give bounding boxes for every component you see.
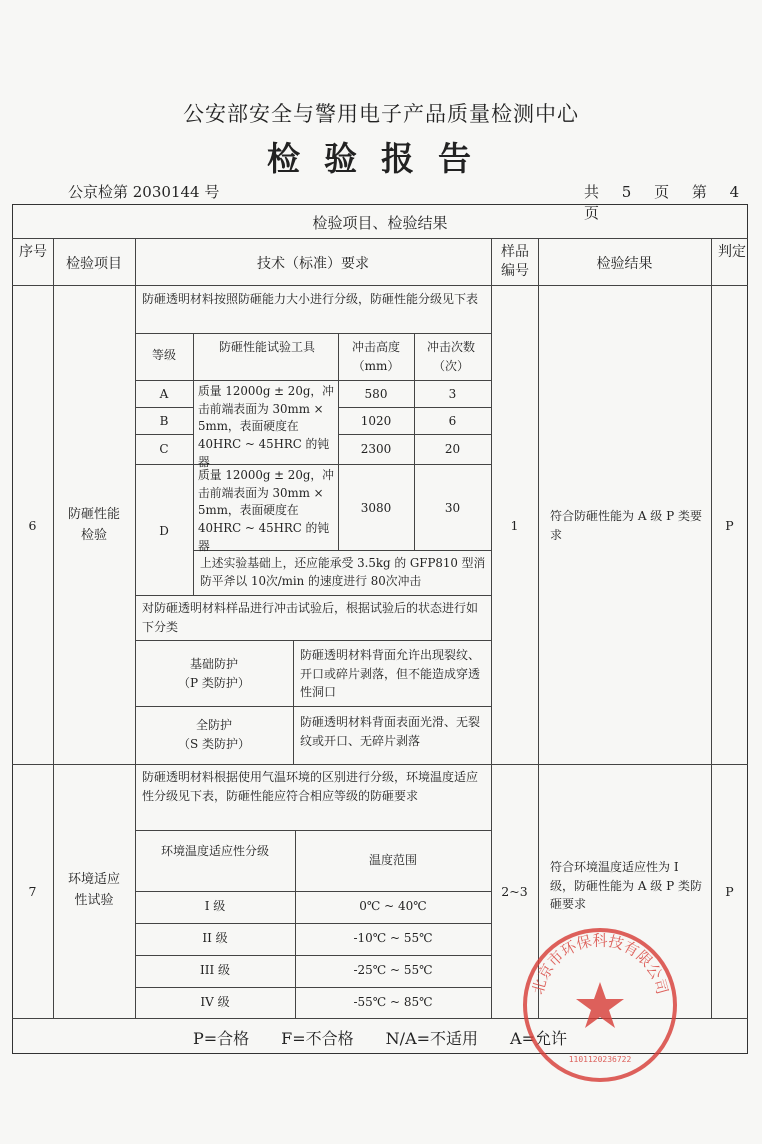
grade-header-grade: 等级 [151,348,176,362]
grade-b-height: 1020 [360,414,392,428]
row7-sample: 2~3 [501,884,528,899]
grade-b-label: B [159,414,169,428]
col-header-seq: 序号 [19,244,47,260]
grade-a-times: 3 [448,387,457,401]
page-number: 第 4 页 [584,183,740,222]
env-range-2: -10℃ ~ 55℃ [353,931,433,945]
seal-text-path: 北京市环保科技有限公司 [528,931,672,997]
grade-a-height: 580 [364,387,388,401]
col-header-result: 检验结果 [596,256,653,272]
grade-d-times: 30 [444,501,461,515]
row6-result: 符合防砸性能为 A 级 P 类要求 [550,509,702,542]
grade-c-times: 20 [444,442,461,456]
seal-star [576,982,624,1028]
class-p-name [135,655,293,692]
org-name: 公安部安全与警用电子产品质量检测中心 [183,102,579,126]
row7-seq: 7 [28,884,37,899]
class-p-title: 基础防护 [189,657,238,671]
class-p-desc: 防砸透明材料背面允许出现裂纹、开口或碎片剥落，但不能造成穿透性洞口 [300,648,481,700]
report-title: 检验报告 [267,139,495,178]
tool-desc-d: 质量 12000g ± 20g，冲击前端表面为 30mm × 5mm，表面硬度在 40HRC ~ 45HRC 的钝器 [198,468,334,553]
row6-item: 防砸性能检验 [67,507,120,543]
row7-verdict: P [725,884,734,899]
col-header-item: 检验项目 [66,256,122,272]
class-intro: 对防砸透明材料样品进行冲击试验后，根据试验后的状态进行如下分类 [142,601,479,634]
grade-b-times: 6 [448,414,457,428]
verdict-legend: P=合格 F=不合格 N/A=不适用 A=允许 [193,1029,567,1048]
env-grade-4: IV 级 [200,995,230,1009]
row6-intro: 防砸透明材料按照防砸能力大小进行分级，防砸性能分级见下表 [142,292,479,306]
env-grade-2: II 级 [202,931,228,945]
grade-a-label: A [159,387,169,401]
total-pages: 共 5 页 [584,183,670,201]
env-range-3: -25℃ ~ 55℃ [353,963,433,977]
seal-number: 1101120236722 [568,1055,632,1064]
grade-d-label: D [159,524,169,538]
grade-d-height: 3080 [360,501,392,515]
grade-c-label: C [159,442,169,456]
row7-result: 符合环境温度适应性为 I 级，防砸性能为 A 级 P 类防砸要求 [550,860,702,912]
env-range-1: 0℃ ~ 40℃ [359,899,427,913]
report-number: 公京检第 2030144 号 [68,183,220,201]
tool-desc-abc: 质量 12000g ± 20g，冲击前端表面为 30mm × 5mm，表面硬度在 40HRC ~ 45HRC 的钝器 [198,384,334,469]
col-header-requirement: 技术（标准）要求 [257,256,369,272]
grade-header-height: 冲击高度（mm） [351,340,400,373]
row6-sample: 1 [510,518,519,533]
grade-header-times: 冲击次数（次） [426,340,475,373]
env-header-range: 温度范围 [368,853,417,867]
col-header-sample: 样品编号 [501,244,529,279]
env-grade-3: III 级 [199,963,231,977]
grade-d-extra: 上述实验基础上，还应能承受 3.5kg 的 GFP810 型消防平斧以 10次/min 的速度进行 80次冲击 [200,556,486,589]
company-seal [519,924,681,1086]
col-header-verdict: 判定 [718,244,746,260]
row7-item: 环境适应性试验 [67,872,120,908]
row7-intro: 防砸透明材料根据使用气温环境的区别进行分级，环境温度适应性分级见下表，防砸性能应符合相应等级的防砸要求 [142,770,479,803]
class-s-desc: 防砸透明材料背面表面光滑、无裂纹或开口、无碎片剥落 [300,715,481,748]
class-s-sub: （S 类防护） [177,736,251,751]
class-s-name [135,716,293,753]
class-s-title: 全防护 [195,718,232,732]
row6-seq: 6 [28,518,37,533]
env-header-grade: 环境温度适应性分级 [160,844,269,858]
env-range-4: -55℃ ~ 85℃ [353,995,433,1009]
env-grade-1: I 级 [204,899,226,913]
grade-c-height: 2300 [360,442,392,456]
section-title: 检验项目、检验结果 [312,214,448,232]
row6-verdict: P [725,518,734,533]
class-p-sub: （P 类防护） [178,675,250,690]
grade-header-tool: 防砸性能试验工具 [218,340,315,354]
